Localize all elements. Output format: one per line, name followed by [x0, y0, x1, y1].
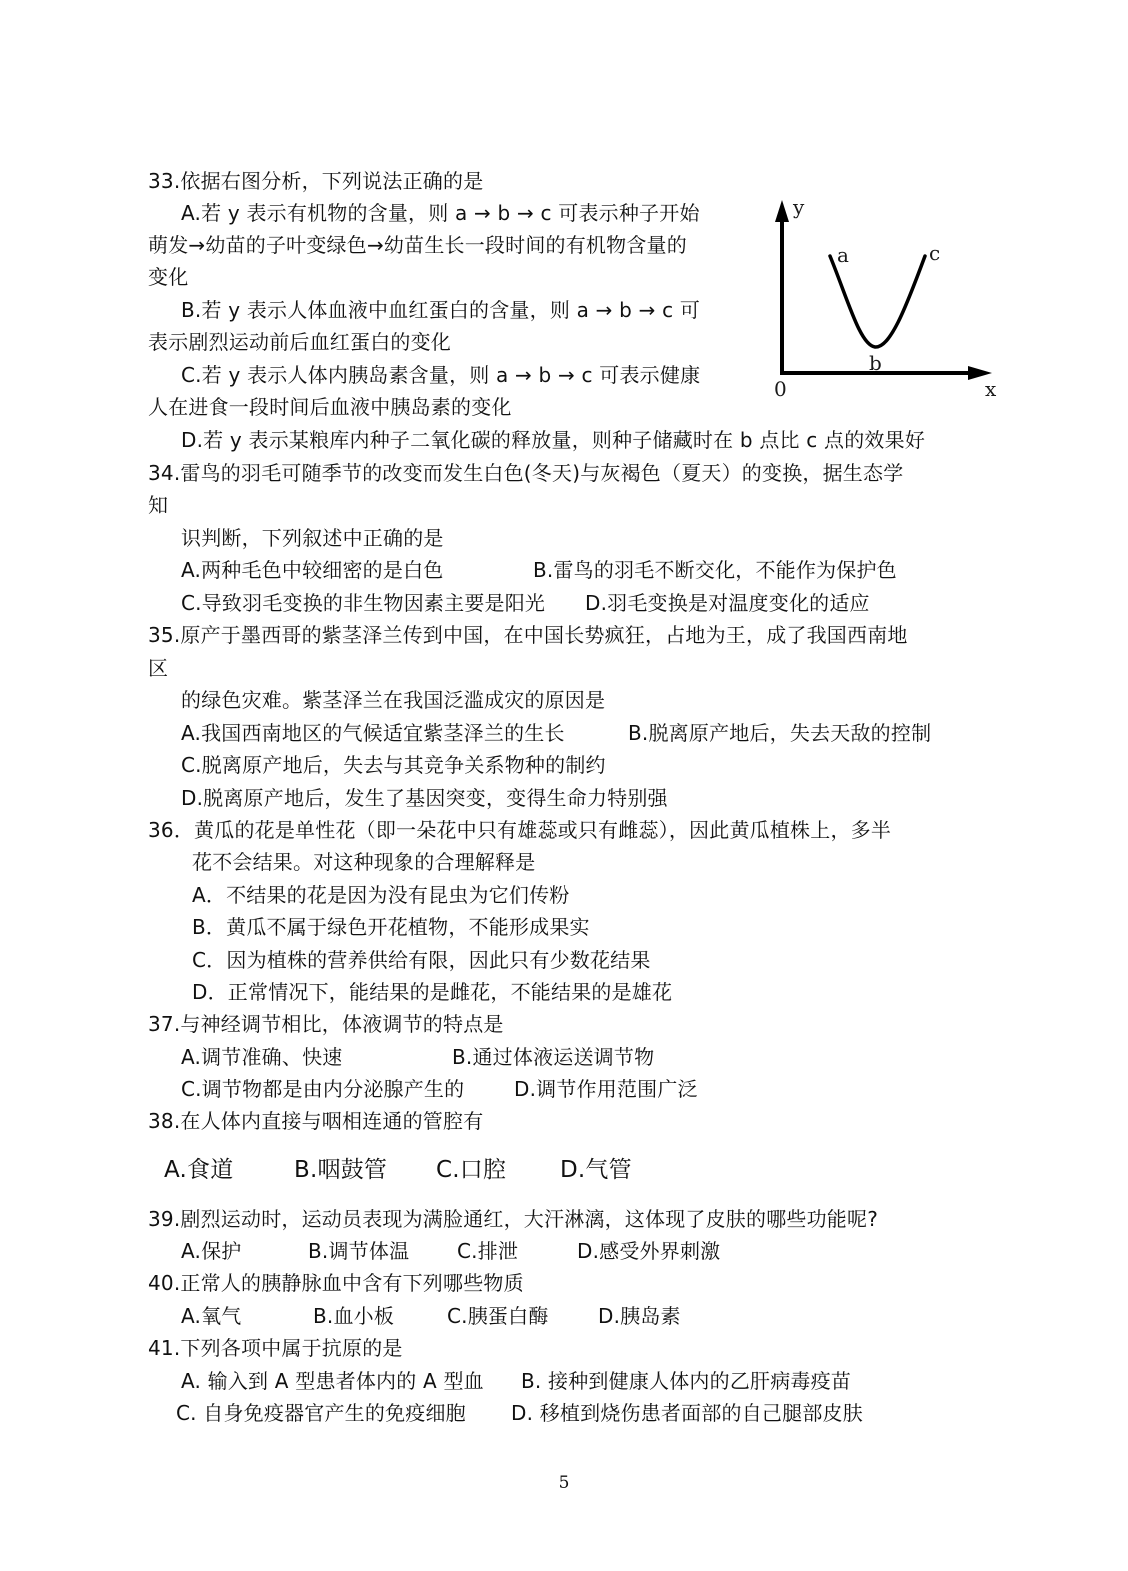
question-33-option-d: D.若 y 表示某粮库内种子二氧化碳的释放量，则种子储藏时在 b 点比 c 点的效果好: [181, 428, 926, 452]
question-34-stem: 34.雷鸟的羽毛可随季节的改变而发生白色(冬天)与灰褐色（夏天）的变换，据生态学: [148, 461, 904, 485]
question-34-option-b: B.雷鸟的羽毛不断交化，不能作为保护色: [533, 558, 897, 582]
question-34-option-c: C.导致羽毛变换的非生物因素主要是阳光: [181, 591, 546, 615]
question-33-option-a-cont2: 变化: [148, 265, 189, 289]
question-38-option-d: D.气管: [560, 1157, 632, 1183]
question-36-stem-cont: 花不会结果。对这种现象的合理解释是: [192, 850, 536, 874]
question-33-option-c: C.若 y 表示人体内胰岛素含量，则 a → b → c 可表示健康: [181, 363, 701, 387]
question-36-option-a: A．不结果的花是因为没有昆虫为它们传粉: [192, 883, 570, 907]
question-37-option-a: A.调节准确、快速: [181, 1045, 343, 1069]
question-33-option-b: B.若 y 表示人体血液中血红蛋白的含量，则 a → b → c 可: [181, 298, 701, 322]
question-35-stem-cont2: 的绿色灾难。紫茎泽兰在我国泛滥成灾的原因是: [181, 688, 606, 712]
question-41-stem: 41.下列各项中属于抗原的是: [148, 1336, 403, 1360]
question-34-stem-cont: 知: [148, 493, 169, 517]
question-34-option-d: D.羽毛变换是对温度变化的适应: [585, 591, 870, 615]
y-axis-label: y: [793, 195, 805, 219]
question-35-stem-cont: 区: [148, 656, 169, 680]
question-33-option-a: A.若 y 表示有机物的含量，则 a → b → c 可表示种子开始: [181, 201, 700, 225]
question-40-stem: 40.正常人的胰静脉血中含有下列哪些物质: [148, 1271, 524, 1295]
question-39-option-a: A.保护: [181, 1239, 242, 1263]
question-38-stem: 38.在人体内直接与咽相连通的管腔有: [148, 1109, 484, 1133]
question-37-stem: 37.与神经调节相比，体液调节的特点是: [148, 1012, 504, 1036]
question-36-option-c: C．因为植株的营养供给有限，因此只有少数花结果: [192, 948, 651, 972]
question-34-option-a: A.两种毛色中较细密的是白色: [181, 558, 444, 582]
question-36-option-d: D．正常情况下，能结果的是雌花，不能结果的是雄花: [192, 980, 673, 1004]
question-39-option-c: C.排泄: [457, 1239, 519, 1263]
question-34-stem-cont2: 识判断，下列叙述中正确的是: [181, 526, 444, 550]
question-38-option-a: A.食道: [164, 1157, 234, 1183]
question-35-option-d: D.脱离原产地后，发生了基因突变，变得生命力特别强: [181, 786, 668, 810]
question-36-option-b: B．黄瓜不属于绿色开花植物，不能形成果实: [192, 915, 590, 939]
question-41-option-b: B. 接种到健康人体内的乙肝病毒疫苗: [521, 1369, 852, 1393]
question-39-option-d: D.感受外界刺激: [577, 1239, 721, 1263]
question-35-option-a: A.我国西南地区的气候适宜紫茎泽兰的生长: [181, 721, 565, 745]
question-40-option-a: A.氧气: [181, 1304, 242, 1328]
question-33-option-c-cont: 人在进食一段时间后血液中胰岛素的变化: [148, 395, 512, 419]
question-35-option-b: B.脱离原产地后，失去天敌的控制: [628, 721, 932, 745]
question-40-option-d: D.胰岛素: [598, 1304, 681, 1328]
question-40-option-b: B.血小板: [313, 1304, 395, 1328]
point-c-label: c: [929, 241, 941, 265]
question-37-option-d: D.调节作用范围广泛: [514, 1077, 698, 1101]
point-b-label: b: [869, 351, 882, 375]
question-38-option-c: C.口腔: [436, 1157, 507, 1183]
question-37-option-b: B.通过体液运送调节物: [452, 1045, 655, 1069]
x-axis-label: x: [985, 377, 997, 401]
question-41-option-d: D. 移植到烧伤患者面部的自己腿部皮肤: [511, 1401, 863, 1425]
question-35-stem: 35.原产于墨西哥的紫茎泽兰传到中国，在中国长势疯狂，占地为王，成了我国西南地: [148, 623, 908, 647]
question-39-stem: 39.剧烈运动时，运动员表现为满脸通红，大汗淋漓，这体现了皮肤的哪些功能呢?: [148, 1207, 879, 1231]
question-41-option-a: A. 输入到 A 型患者体内的 A 型血: [181, 1369, 484, 1393]
question-38-option-b: B.咽鼓管: [294, 1157, 388, 1183]
question-37-option-c: C.调节物都是由内分泌腺产生的: [181, 1077, 465, 1101]
u-curve-graph: [760, 190, 1010, 410]
curve-abc: [830, 256, 925, 347]
point-a-label: a: [837, 243, 849, 267]
origin-label: 0: [774, 377, 787, 401]
y-axis-arrow-icon: [775, 200, 789, 222]
question-40-option-c: C.胰蛋白酶: [447, 1304, 549, 1328]
question-33-option-a-cont: 萌发→幼苗的子叶变绿色→幼苗生长一段时间的有机物含量的: [148, 233, 687, 257]
question-39-option-b: B.调节体温: [308, 1239, 410, 1263]
question-36-stem: 36．黄瓜的花是单性花（即一朵花中只有雄蕊或只有雌蕊），因此黄瓜植株上，多半: [148, 818, 892, 842]
question-41-option-c: C. 自身免疫器官产生的免疫细胞: [176, 1401, 466, 1425]
question-33-stem: 33.依据右图分析，下列说法正确的是: [148, 169, 484, 193]
question-33-option-b-cont: 表示剧烈运动前后血红蛋白的变化: [148, 330, 451, 354]
question-35-option-c: C.脱离原产地后，失去与其竞争关系物种的制约: [181, 753, 606, 777]
page-number: 5: [558, 1473, 570, 1493]
question-33-graph: [760, 190, 1010, 410]
